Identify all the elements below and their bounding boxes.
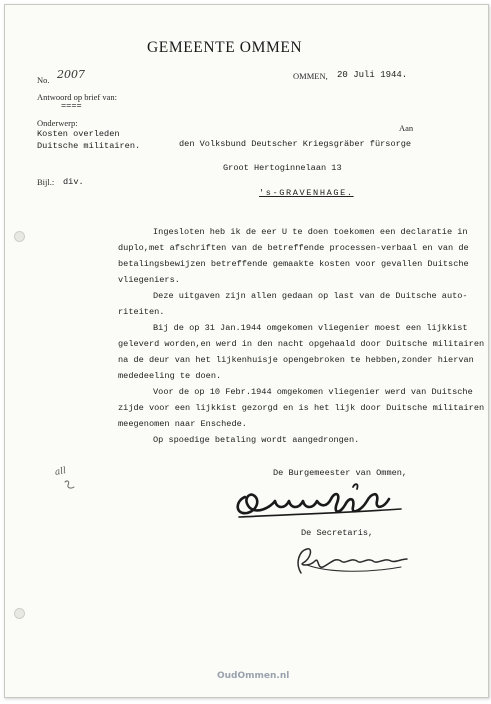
body-line: Voor de op 10 Febr.1944 omgekomen vliegenier werd van Duitsche: [153, 387, 473, 397]
recipient-city: 's-GRAVENHAGE.: [259, 188, 354, 198]
body-line: na de deur van het lijkenhuisje opengebroken te hebben,zonder hiervan: [118, 355, 474, 365]
margin-note-mark: [63, 479, 77, 491]
subject-line-2: Duitsche militairen.: [37, 141, 141, 151]
letter-date: 20 Juli 1944.: [337, 70, 408, 80]
date-place: OMMEN,: [293, 71, 328, 81]
secretary-signature: [289, 543, 419, 577]
subject-line-1: Kosten overleden: [37, 129, 120, 139]
mayor-title: De Burgemeester van Ommen,: [273, 468, 408, 478]
body-line: betalingsbewijzen betreffende gemaakte kosten voor gevallen Duitsche: [118, 259, 469, 269]
body-line: meegenomen naar Enschede.: [118, 419, 247, 429]
recipient-name: den Volksbund Deutscher Kriegsgräber fürsorge: [179, 139, 412, 149]
enclosures-label: Bijl.:: [37, 177, 55, 187]
body-line: Bij de op 31 Jan.1944 omgekomen vliegenier moest een lijkkist: [153, 323, 468, 333]
letter-page: [4, 4, 489, 698]
enclosures-value: div.: [63, 177, 84, 187]
site-watermark: OudOmmen.nl: [217, 671, 290, 681]
body-line: duplo,met afschriften van de betreffende processen-verbaal en van de: [118, 243, 469, 253]
body-line: mededeeling te doen.: [118, 371, 222, 381]
body-line: zijde voor een lijkkist gezorgd en is het lijk door Duitsche militairen: [118, 403, 485, 413]
letterhead-title: GEMEENTE OMMEN: [147, 39, 303, 56]
reply-to-value: ====: [61, 101, 82, 111]
body-line: riteiten.: [118, 307, 165, 317]
punch-hole: [14, 608, 25, 619]
body-line: geleverd worden,en werd in den nacht opgehaald door Duitsche militairen: [118, 339, 485, 349]
subject-label: Onderwerp:: [37, 118, 78, 128]
reply-to-label: Antwoord op brief van:: [37, 92, 118, 102]
body-line: Op spoedige betaling wordt aangedrongen.: [153, 435, 360, 445]
body-line: Ingesloten heb ik de eer U te doen toekomen een declaratie in: [153, 227, 468, 237]
body-line: vliegeniers.: [118, 275, 180, 285]
reference-number-label: No.: [37, 75, 50, 85]
punch-hole: [14, 231, 25, 242]
margin-note: all: [54, 466, 67, 478]
reference-number-value: 2007: [57, 68, 85, 81]
body-line: Deze uitgaven zijn allen gedaan op last van de Duitsche auto-: [153, 291, 468, 301]
secretary-title: De Secretaris,: [301, 528, 374, 538]
mayor-signature: [231, 479, 411, 523]
recipient-to-label: Aan: [399, 123, 414, 133]
recipient-street: Groot Hertoginnelaan 13: [223, 163, 342, 173]
